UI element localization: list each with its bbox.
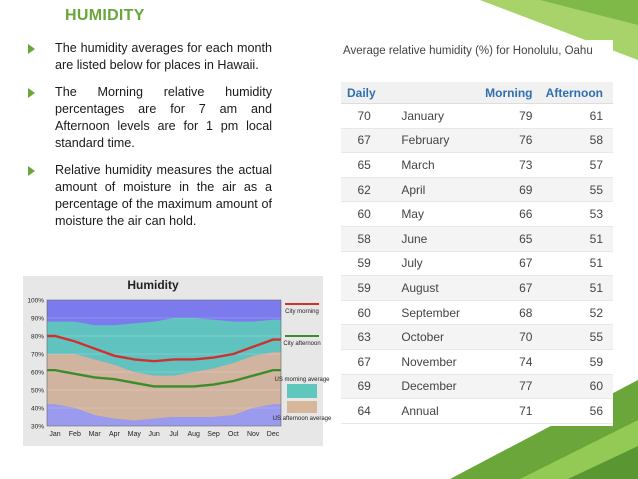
bullet-item (28, 162, 272, 230)
cell-month: August (387, 276, 475, 301)
y-tick-label: 30% (30, 423, 44, 431)
cell-month: April (387, 177, 475, 202)
cell-afternoon: 51 (535, 276, 613, 301)
cell-morning: 69 (475, 177, 535, 202)
table-caption: Average relative humidity (%) for Honolulu, Oahu (343, 45, 593, 57)
table-row (341, 128, 613, 153)
header-daily: Daily (341, 82, 387, 104)
cell-month: June (387, 226, 475, 251)
table-row (341, 202, 613, 227)
cell-morning: 71 (475, 399, 535, 424)
cell-afternoon: 58 (535, 128, 613, 153)
bullet-item (28, 84, 272, 152)
table-row (341, 177, 613, 202)
cell-daily: 67 (341, 349, 387, 374)
cell-month: May (387, 202, 475, 227)
table-row (341, 251, 613, 276)
table-row (341, 399, 613, 424)
header-afternoon: Afternoon (535, 82, 613, 104)
cell-month: October (387, 325, 475, 350)
x-tick-label: Jan (49, 431, 61, 438)
cell-morning: 66 (475, 202, 535, 227)
legend-us-morning: US morning average (274, 377, 330, 383)
x-tick-label: Oct (227, 431, 239, 438)
header-month (387, 82, 475, 104)
table-row (341, 325, 613, 350)
cell-month: February (387, 128, 475, 153)
chart-svg (23, 276, 332, 446)
x-tick-label: Jun (148, 431, 160, 438)
cell-morning: 67 (475, 251, 535, 276)
x-tick-label: Jul (169, 431, 179, 438)
x-tick-label: Mar (88, 431, 101, 438)
x-tick-label: Dec (266, 431, 280, 438)
cell-morning: 74 (475, 349, 535, 374)
cell-daily: 62 (341, 177, 387, 202)
bullet-text: The Morning relative humidity percentages are for 7 am and Afternoon levels are for 1 pm local standard time. (55, 85, 272, 150)
cell-morning: 73 (475, 153, 535, 178)
cell-daily: 63 (341, 325, 387, 350)
cell-daily: 58 (341, 226, 387, 251)
bullet-arrow-icon (28, 166, 35, 176)
x-tick-label: Feb (68, 431, 81, 438)
chart-title: Humidity (127, 278, 179, 292)
cell-afternoon: 53 (535, 202, 613, 227)
bullet-arrow-icon (28, 88, 35, 98)
cell-afternoon: 61 (535, 104, 613, 129)
cell-morning: 77 (475, 374, 535, 399)
cell-afternoon: 57 (535, 153, 613, 178)
cell-afternoon: 51 (535, 226, 613, 251)
cell-daily: 60 (341, 202, 387, 227)
bullet-text: The humidity averages for each month are listed below for places in Hawaii. (55, 41, 272, 72)
cell-daily: 69 (341, 374, 387, 399)
cell-month: November (387, 349, 475, 374)
cell-month: March (387, 153, 475, 178)
cell-month: December (387, 374, 475, 399)
cell-morning: 67 (475, 276, 535, 301)
y-tick-label: 70% (30, 351, 44, 359)
legend-city-morning (285, 309, 319, 315)
y-tick-label: 60% (30, 369, 44, 377)
cell-daily: 65 (341, 153, 387, 178)
y-tick-label: 100% (27, 297, 44, 305)
header-morning: Morning (475, 82, 535, 104)
table-row (341, 374, 613, 399)
bullet-item (28, 40, 272, 74)
table-row (341, 276, 613, 301)
cell-morning: 79 (475, 104, 535, 129)
table-row (341, 153, 613, 178)
humidity-table-panel (341, 40, 613, 426)
x-tick-label: Sep (207, 431, 220, 438)
cell-morning: 68 (475, 300, 535, 325)
table-row (341, 226, 613, 251)
bullet-text: Relative humidity measures the actual amount of moisture in the air as a percentage of the maximum amount of moisture the air can hold. (55, 163, 272, 228)
table-row (341, 104, 613, 129)
x-tick-label: May (127, 431, 141, 438)
cell-month: July (387, 251, 475, 276)
cell-morning: 70 (475, 325, 535, 350)
cell-afternoon: 59 (535, 349, 613, 374)
y-tick-label: 90% (30, 315, 44, 323)
x-tick-label: Apr (109, 431, 120, 438)
cell-morning: 76 (475, 128, 535, 153)
table-header-row (341, 82, 613, 104)
cell-afternoon: 51 (535, 251, 613, 276)
cell-afternoon: 52 (535, 300, 613, 325)
humidity-table (341, 82, 613, 424)
table-row (341, 300, 613, 325)
legend-city-morning-line1: City morning (285, 309, 319, 315)
y-tick-label: 80% (30, 333, 44, 341)
bullet-list (28, 40, 272, 240)
legend-city-afternoon: City afternoon (283, 341, 321, 347)
cell-daily: 59 (341, 276, 387, 301)
y-tick-label: 40% (30, 405, 44, 413)
cell-morning: 65 (475, 226, 535, 251)
legend-us-afternoon: US afternoon average (272, 416, 332, 422)
cell-afternoon: 60 (535, 374, 613, 399)
y-tick-label: 50% (30, 387, 44, 395)
x-tick-label: Nov (246, 431, 260, 438)
cell-month: September (387, 300, 475, 325)
cell-daily: 64 (341, 399, 387, 424)
cell-afternoon: 55 (535, 177, 613, 202)
cell-daily: 67 (341, 128, 387, 153)
x-tick-label: Aug (187, 431, 200, 438)
cell-afternoon: 56 (535, 399, 613, 424)
bullet-arrow-icon (28, 44, 35, 54)
cell-month: Annual (387, 399, 475, 424)
cell-daily: 70 (341, 104, 387, 129)
legend-us-afternoon-swatch (287, 401, 317, 413)
cell-afternoon: 55 (535, 325, 613, 350)
table-row (341, 349, 613, 374)
legend-us-morning-swatch (287, 384, 317, 398)
cell-daily: 60 (341, 300, 387, 325)
slide-title: HUMIDITY (65, 7, 145, 24)
cell-daily: 59 (341, 251, 387, 276)
humidity-chart (23, 276, 332, 446)
cell-month: January (387, 104, 475, 129)
